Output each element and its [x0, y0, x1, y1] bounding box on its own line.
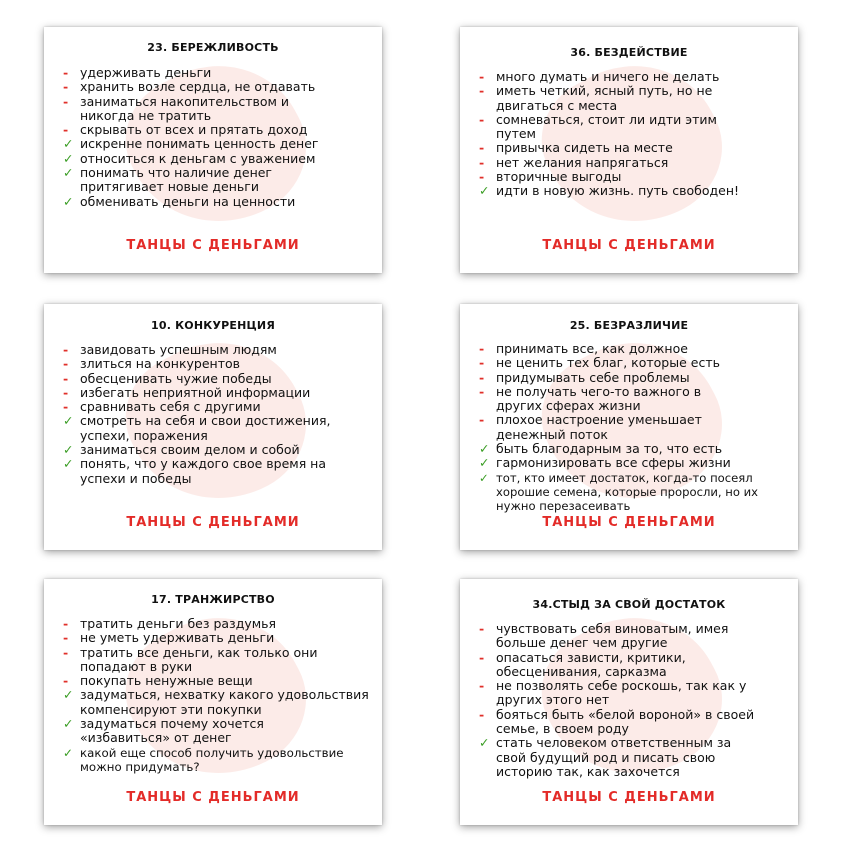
item-text: скрывать от всех и прятать доход	[80, 122, 308, 138]
list-item	[478, 84, 790, 113]
check-icon: ✓	[479, 470, 489, 485]
list-item	[478, 622, 790, 651]
item-text: избегать неприятной информации	[80, 384, 311, 400]
item-text: не получать чего-то важного в других сферах жизни	[496, 383, 702, 414]
minus-icon: -	[479, 169, 485, 185]
check-icon: ✓	[63, 456, 74, 472]
minus-icon: -	[479, 412, 485, 428]
list-item	[62, 80, 374, 94]
item-text: понимать что наличие денег притягивает новые деньги	[80, 165, 272, 195]
item-text: относиться к деньгам с уважением	[80, 150, 316, 166]
item-text: иметь четкий, ясный путь, но не двигаться с места	[496, 83, 713, 113]
check-icon: ✓	[479, 455, 490, 471]
minus-icon: -	[479, 383, 485, 399]
minus-icon: -	[63, 399, 69, 415]
check-icon: ✓	[479, 735, 490, 751]
card-list	[62, 617, 374, 774]
minus-icon: -	[479, 83, 485, 99]
item-text: заниматься накопительством и никогда не тратить	[80, 93, 290, 123]
minus-icon: -	[63, 79, 69, 95]
item-text: привычка сидеть на месте	[496, 140, 673, 156]
list-item	[478, 113, 790, 142]
list-item	[62, 674, 374, 688]
item-text: задуматься, нехватку какого удовольствия компенсируют эти покупки	[80, 687, 369, 717]
card-list	[478, 70, 790, 199]
list-item	[478, 679, 790, 708]
check-icon: ✓	[479, 183, 490, 199]
list-item	[478, 70, 790, 84]
check-icon: ✓	[63, 165, 74, 181]
minus-icon: -	[479, 69, 485, 84]
item-text: не ценить тех благ, которые есть	[496, 355, 720, 371]
list-item	[478, 442, 790, 456]
minus-icon: -	[63, 616, 69, 631]
check-icon: ✓	[63, 687, 74, 703]
minus-icon: -	[479, 154, 485, 170]
item-text: обесценивать чужие победы	[80, 370, 272, 386]
list-item	[62, 137, 374, 151]
item-text: не уметь удерживать деньги	[80, 630, 275, 646]
list-item	[478, 184, 790, 198]
item-text: идти в новую жизнь. путь свободен!	[496, 183, 740, 199]
list-item	[62, 357, 374, 371]
card-title: 23. БЕРЕЖЛИВОСТЬ	[147, 41, 279, 54]
minus-icon: -	[63, 122, 69, 138]
list-item	[478, 371, 790, 385]
card-title: 34.СТЫД ЗА СВОЙ ДОСТАТОК	[532, 598, 726, 611]
card-list	[62, 66, 374, 209]
list-item	[62, 386, 374, 400]
list-item	[478, 708, 790, 737]
minus-icon: -	[63, 342, 69, 357]
minus-icon: -	[479, 649, 485, 665]
brand-logo: ТАНЦЫ С ДЕНЬГАМИ	[542, 515, 716, 530]
brand-logo: ТАНЦЫ С ДЕНЬГАМИ	[126, 790, 300, 805]
card-list	[478, 622, 790, 779]
list-item	[478, 651, 790, 680]
card-bezrazlichie	[460, 304, 798, 550]
brand-logo: ТАНЦЫ С ДЕНЬГАМИ	[542, 790, 716, 805]
item-text: смотреть на себя и свои достижения, успехи, поражения	[80, 413, 331, 443]
item-text: сравнивать себя с другими	[80, 399, 261, 415]
check-icon: ✓	[63, 136, 74, 152]
item-text: завидовать успешным людям	[80, 342, 277, 357]
minus-icon: -	[479, 355, 485, 371]
minus-icon: -	[63, 630, 69, 646]
card-list	[478, 342, 790, 514]
item-text: обменивать деньги на ценности	[80, 193, 296, 209]
check-icon: ✓	[63, 193, 74, 209]
list-item	[478, 170, 790, 184]
list-item	[62, 457, 374, 486]
item-text: плохое настроение уменьшает денежный поток	[496, 412, 702, 442]
item-text: тратить все деньги, как только они попадают в руки	[80, 644, 318, 674]
card-title: 25. БЕЗРАЗЛИЧИЕ	[569, 319, 689, 332]
minus-icon: -	[479, 140, 485, 156]
minus-icon: -	[63, 356, 69, 372]
item-text: нет желания напрягаться	[496, 154, 669, 170]
list-item	[62, 443, 374, 457]
minus-icon: -	[63, 65, 69, 80]
item-text: задуматься почему хочется «избавиться» от денег	[80, 716, 264, 746]
list-item	[62, 646, 374, 675]
item-text: много думать и ничего не делать	[496, 69, 720, 84]
list-item	[62, 746, 374, 775]
list-item	[478, 141, 790, 155]
item-text: быть благодарным за то, что есть	[496, 441, 723, 457]
card-title: 17. ТРАНЖИРСТВО	[151, 593, 275, 606]
list-item	[62, 717, 374, 746]
item-text: придумывать себе проблемы	[496, 369, 690, 385]
card-tranzhirstvo	[44, 579, 382, 825]
brand-logo: ТАНЦЫ С ДЕНЬГАМИ	[542, 238, 716, 253]
item-text: искренне понимать ценность денег	[80, 136, 319, 152]
list-item	[62, 617, 374, 631]
brand-logo: ТАНЦЫ С ДЕНЬГАМИ	[126, 238, 300, 253]
minus-icon: -	[63, 93, 69, 109]
item-text: злиться на конкурентов	[80, 356, 240, 372]
item-text: тратить деньги без раздумья	[80, 616, 277, 631]
minus-icon: -	[63, 673, 69, 689]
list-item	[478, 342, 790, 356]
list-item	[62, 343, 374, 357]
minus-icon: -	[479, 621, 485, 636]
list-item	[62, 166, 374, 195]
check-icon: ✓	[63, 745, 73, 760]
item-text: вторичные выгоды	[496, 169, 622, 185]
list-item	[478, 456, 790, 470]
check-icon: ✓	[63, 413, 74, 429]
item-text: стать человеком ответственным за свой будущий род и писать свою историю так, как захочется	[496, 735, 732, 779]
list-item	[478, 156, 790, 170]
list-item	[478, 356, 790, 370]
card-list	[62, 343, 374, 486]
list-item	[62, 123, 374, 137]
list-item	[62, 631, 374, 645]
list-item	[62, 372, 374, 386]
check-icon: ✓	[63, 150, 74, 166]
card-bezdeystvie	[460, 27, 798, 273]
minus-icon: -	[479, 341, 485, 356]
list-item	[478, 385, 790, 414]
item-text: гармонизировать все сферы жизни	[496, 455, 731, 471]
card-styd	[460, 579, 798, 825]
minus-icon: -	[479, 678, 485, 694]
list-item	[62, 95, 374, 124]
list-item	[62, 66, 374, 80]
minus-icon: -	[63, 384, 69, 400]
item-text: тот, кто имеет достаток, когда-то посеял хорошие семена, которые проросли, но их нужно перезасеивать	[496, 470, 759, 514]
list-item	[62, 414, 374, 443]
item-text: чувствовать себя виноватым, имея больше денег чем другие	[496, 621, 729, 651]
card-berezhlivost	[44, 27, 382, 273]
list-item	[478, 413, 790, 442]
list-item	[62, 688, 374, 717]
minus-icon: -	[479, 369, 485, 385]
list-item	[62, 152, 374, 166]
check-icon: ✓	[479, 441, 490, 457]
check-icon: ✓	[63, 716, 74, 732]
minus-icon: -	[479, 111, 485, 127]
minus-icon: -	[63, 370, 69, 386]
minus-icon: -	[63, 644, 69, 660]
item-text: принимать все, как должное	[496, 341, 688, 356]
item-text: покупать ненужные вещи	[80, 673, 253, 689]
card-title: 10. КОНКУРЕНЦИЯ	[151, 319, 275, 332]
list-item	[62, 400, 374, 414]
item-text: сомневаться, стоит ли идти этим путем	[496, 111, 717, 142]
item-text: понять, что у каждого свое время на успехи и победы	[80, 456, 327, 486]
item-text: какой еще способ получить удовольствие можно придумать?	[80, 745, 344, 774]
list-item	[478, 736, 790, 779]
list-item	[62, 195, 374, 209]
card-title: 36. БЕЗДЕЙСТВИЕ	[570, 46, 688, 59]
card-konkurenciya	[44, 304, 382, 550]
minus-icon: -	[479, 706, 485, 722]
item-text: не позволять себе роскошь, так как у других этого нет	[496, 678, 747, 708]
brand-logo: ТАНЦЫ С ДЕНЬГАМИ	[126, 515, 300, 530]
item-text: опасаться зависти, критики, обесценивания, сарказма	[496, 649, 686, 679]
item-text: удерживать деньги	[80, 65, 212, 80]
item-text: бояться быть «белой вороной» в своей семье, в своем роду	[496, 706, 755, 737]
check-icon: ✓	[63, 442, 74, 458]
item-text: заниматься своим делом и собой	[80, 442, 300, 458]
list-item	[478, 471, 790, 514]
item-text: хранить возле сердца, не отдавать	[80, 79, 316, 95]
